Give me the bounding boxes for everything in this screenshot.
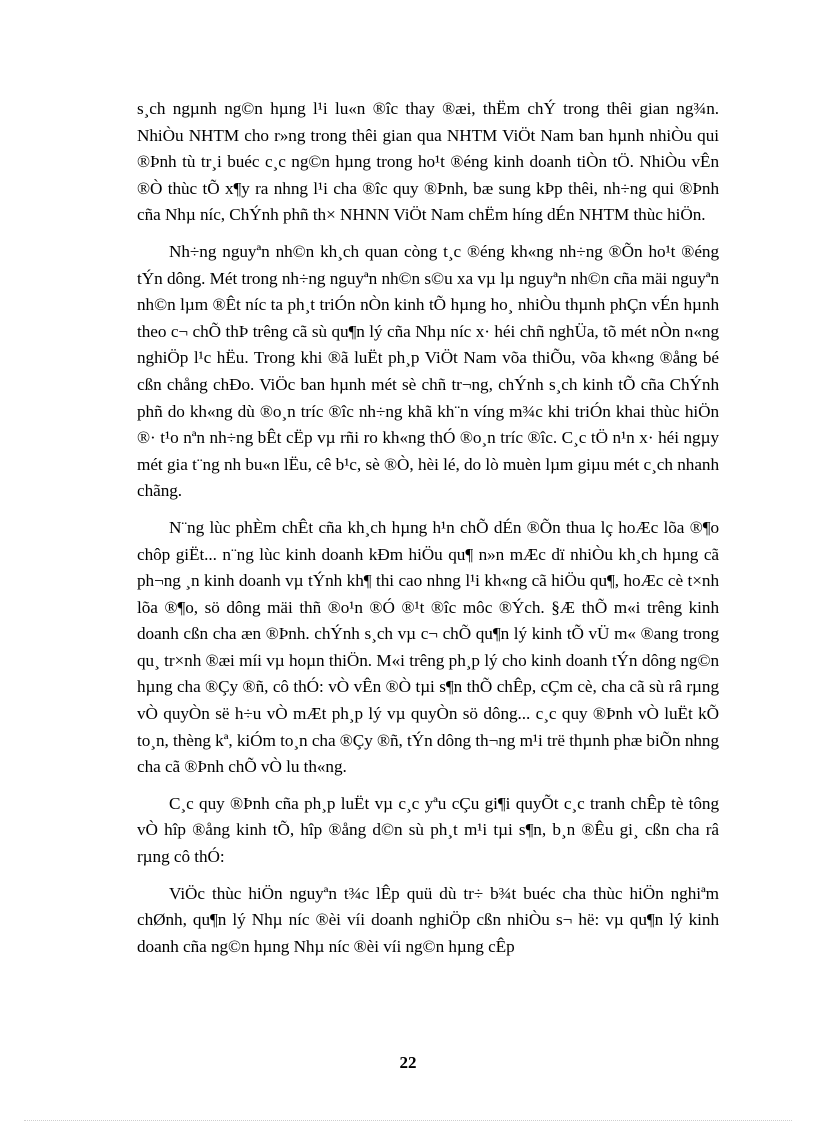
page-bottom-divider	[24, 1120, 792, 1121]
paragraph-2: Nh÷ng nguyªn nh©n kh¸ch quan còng t¸c ®éng kh«ng nh÷ng ®Õn ho¹t ®éng tÝn dông. Mét trong nh÷ng nguyªn nh©n s©u xa vµ lµ nguyªn nh©n cña mäi nguyªn nh©n lµm ®Êt níc ta ph¸t triÓn nÒn kinh tÕ hµng ho¸ nhiÒu thµnh phÇn vÉn hµnh theo c¬ chÕ thÞ trêng cã sù qu¶n lý cña Nhµ níc x· héi chñ nghÜa, tõ mét nÒn n«ng nghiÖp l¹c hËu. Trong khi ®ã luËt ph¸p ViÖt Nam võa thiÕu, võa kh«ng ®ång bé cßn chång chÐo. ViÖc ban hµnh mét sè chñ tr¬ng, chÝnh s¸ch kinh tÕ cña ChÝnh phñ do kh«ng dù ®o¸n tríc ®îc nh÷ng khã kh¨n víng m¾c khi triÓn khai thùc hiÖn ®· t¹o nªn nh÷ng bÊt cËp vµ rñi ro kh«ng thÓ ®o¸n tríc ®îc. C¸c tÖ n¹n x· héi ngµy mét gia t¨ng nh bu«n lËu, cê b¹c, sè ®Ò, hèi lé, do lò muèn lµm giµu mét c¸ch nhanh chãng.	[137, 241, 719, 501]
paragraph-4: C¸c quy ®Þnh cña ph¸p luËt vµ c¸c yªu cÇu gi¶i quyÕt c¸c tranh chÊp tè tông vÒ hîp ®ång kinh tÕ, hîp ®ång d©n sù ph¸t m¹i tµi s¶n, b¸n ®Êu gi¸ cßn cha râ rµng cô thÓ:	[137, 793, 719, 867]
paragraph-5: ViÖc thùc hiÖn nguyªn t¾c lÊp quü dù tr÷ b¾t buéc cha thùc hiÖn nghiªm chØnh, qu¶n lý Nhµ níc ®èi víi doanh nghiÖp cßn nhiÒu s¬ hë: vµ qu¶n lý kinh doanh cña ng©n hµng Nhµ níc ®èi víi ng©n hµng cÊp	[137, 883, 719, 956]
page-number: 22	[399, 1053, 417, 1072]
body-text	[137, 96, 719, 970]
paragraph-1: s¸ch ngµnh ng©n hµng l¹i lu«n ®îc thay ®æi, thËm chÝ trong thêi gian ng¾n. NhiÒu NHTM cho r»ng trong thêi gian qua NHTM ViÖt Nam ban hµnh nhiÒu qui ®Þnh tù tr¸i buéc c¸c ng©n hµng trong ho¹t ®éng kinh doanh tiÒn tÖ. NhiÒu vÊn ®Ò thùc tÕ x¶y ra nhng l¹i cha ®îc quy ®Þnh, bæ sung kÞp thêi, nh÷ng qui ®Þnh cña Nhµ níc, ChÝnh phñ th× NHNN ViÖt Nam chËm híng dÉn NHTM thùc hiÖn.	[137, 99, 719, 225]
paragraph-3: N¨ng lùc phÈm chÊt cña kh¸ch hµng h¹n chÕ dÉn ®Õn thua lç hoÆc lõa ®¶o chôp giËt... n¨ng lùc kinh doanh kÐm hiÖu qu¶ n»n mÆc dï nhiÒu kh¸ch hµng cã ph¬ng ¸n kinh doanh vµ tÝnh kh¶ thi cao nhng l¹i kh«ng cã hiÖu qu¶, hoÆc cè t×nh lõa ®¶o, sö dông mäi thñ ®o¹n ®Ó ®¹t ®îc môc ®Ých. §Æ thÕ m«i trêng kinh doanh cßn cha æn ®Þnh. chÝnh s¸ch vµ c¬ chÕ qu¶n lý kinh tÕ vÜ m« ®ang trong qu¸ tr×nh ®æi míi vµ hoµn thiÖn. M«i trêng ph¸p lý cho kinh doanh tÝn dông ng©n hµng cha ®Çy ®ñ, cô thÓ: vÒ vÊn ®Ò tµi s¶n thÕ chÊp, cÇm cè, cha cã sù râ rµng vÒ quyÒn së h÷u vÒ mÆt ph¸p lý vµ quyÒn sö dông... c¸c quy ®Þnh vÒ luËt kÕ to¸n, thèng kª, kiÓm to¸n cha ®Çy ®ñ, tÝn dông th¬ng m¹i trë thµnh phæ biÕn nhng cha cã ®Þnh chÕ vÒ lu th«ng.	[137, 517, 719, 777]
